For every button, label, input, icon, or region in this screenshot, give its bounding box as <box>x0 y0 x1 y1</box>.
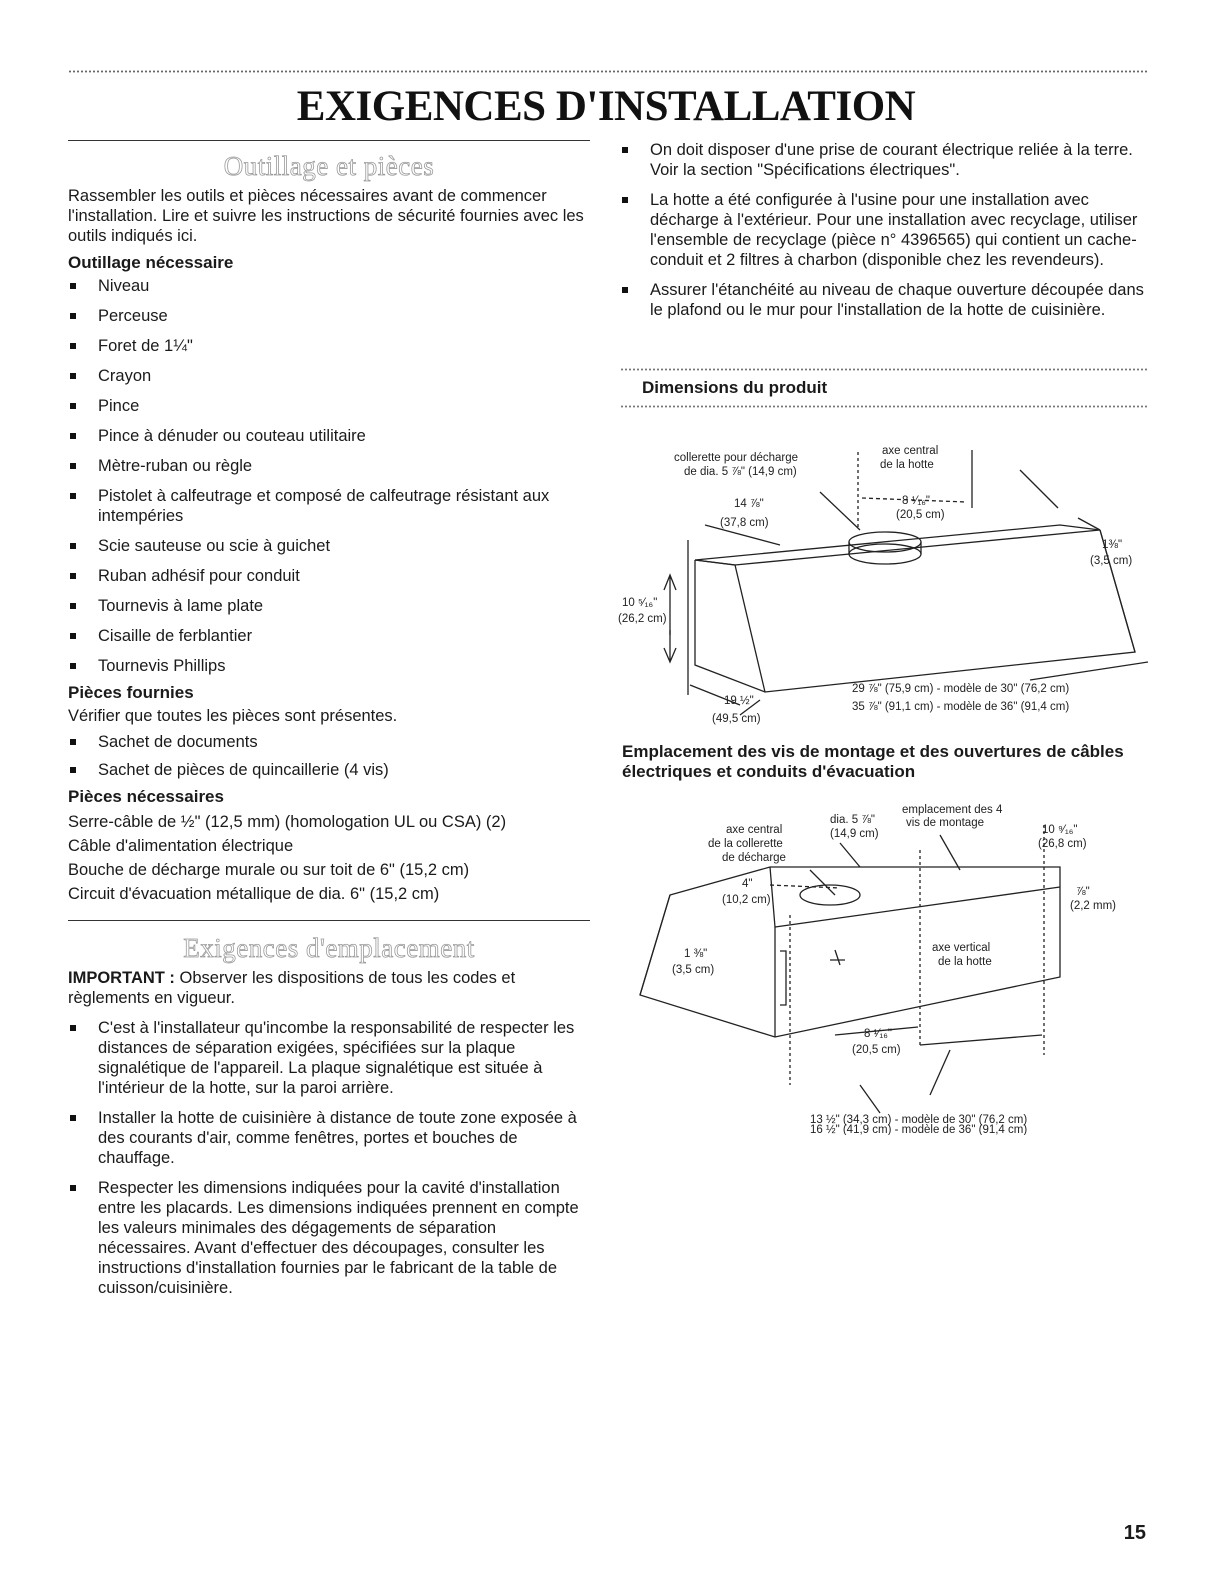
product-dimensions-diagram <box>600 430 1160 730</box>
dim-leader-collar <box>820 492 860 530</box>
dim-10-cm: (26,8 cm) <box>1038 838 1087 850</box>
list-item: Pince à dénuder ou couteau utilitaire <box>68 426 590 446</box>
dim-8-in: 8 ¹⁄₁₆" <box>902 495 930 507</box>
dim-10-in: 10 ⁹⁄₁₆" <box>1042 824 1078 836</box>
list-item: Scie sauteuse ou scie à guichet <box>68 536 590 556</box>
exhaust-collar-base <box>849 544 921 564</box>
left-column <box>68 140 590 1298</box>
dim-4-cm: (10,2 cm) <box>722 894 771 906</box>
list-item: Perceuse <box>68 306 590 326</box>
required-item: Câble d'alimentation électrique <box>68 837 294 855</box>
width-36: 35 ⅞" (91,1 cm) - modèle de 36" (91,4 cm) <box>852 701 1070 713</box>
dim-138-in: 1 ⅜" <box>684 948 708 960</box>
section-rule <box>68 140 590 141</box>
dim-19-cm: (49,5 cm) <box>712 713 761 725</box>
dotted-rule <box>620 405 1148 408</box>
hood-inner-top <box>770 867 1060 927</box>
list-item: C'est à l'installateur qu'incombe la responsabilité de respecter les distances de séparation exigées, spécifiées sur la plaque signalétique de l'appareil. La plaque signalétique est située à l'intérieur de la hotte, sur la paroi arrière. <box>68 1018 590 1098</box>
dim-leader-screws <box>940 835 960 870</box>
section-title-outillage: Outillage et pièces <box>223 151 435 181</box>
collar-axis-3: de décharge <box>722 852 786 864</box>
dim-leader-bottom <box>860 1085 880 1113</box>
vertical-axis-1: axe vertical <box>932 942 991 954</box>
collar-label-1: collerette pour décharge <box>674 452 799 464</box>
list-item: Sachet de pièces de quincaillerie (4 vis) <box>68 760 590 780</box>
important-text: Observer les dispositions de tous les codes et règlements en vigueur. <box>68 969 516 1007</box>
dia-label-1: dia. 5 ⅞" <box>830 814 876 826</box>
vertical-axis-2: de la hotte <box>938 956 992 968</box>
dotted-rule <box>620 368 1148 371</box>
top-dotted-rule <box>68 70 1148 73</box>
list-item: Cisaille de ferblantier <box>68 626 590 646</box>
required-heading: Pièces nécessaires <box>68 787 224 806</box>
dim-leader-dia <box>840 843 860 867</box>
dim-arrow-up <box>664 575 676 635</box>
width-30: 29 ⅞" (75,9 cm) - modèle de 30" (76,2 cm) <box>852 683 1070 695</box>
tools-list <box>68 276 590 676</box>
axis-label-2: de la hotte <box>880 459 934 471</box>
right-list <box>620 140 1148 320</box>
axis-label-1: axe central <box>882 445 939 457</box>
mounting-diagram <box>630 795 1150 1135</box>
screws-label-2: vis de montage <box>906 817 984 829</box>
section-title-emplacement: Exigences d'emplacement <box>183 933 475 963</box>
dia-label-2: (14,9 cm) <box>830 828 879 840</box>
list-item: Crayon <box>68 366 590 386</box>
list-item: Pistolet à calfeutrage et composé de calfeutrage résistant aux intempéries <box>68 486 590 526</box>
dim-78-mm: (2,2 mm) <box>1070 900 1116 912</box>
list-item: Installer la hotte de cuisinière à distance de toute zone exposée à des courants d'air, comme fenêtres, portes et bouches de chauffage. <box>68 1108 590 1168</box>
list-item: Tournevis à lame plate <box>68 596 590 616</box>
dim-8-in: 8 ¹⁄₁₆" <box>864 1028 892 1040</box>
dim-arrow-top-right <box>1020 470 1058 508</box>
dim-leader-collar <box>810 870 835 895</box>
parts-heading: Pièces fournies <box>68 683 194 702</box>
list-item: Niveau <box>68 276 590 296</box>
required-item: Bouche de décharge murale ou sur toit de 6" (15,2 cm) <box>68 861 470 879</box>
dimensions-header <box>620 368 1148 408</box>
parts-intro: Vérifier que toutes les pièces sont présentes. <box>68 707 398 725</box>
screws-label-1: emplacement des 4 <box>902 804 1003 816</box>
list-item: Respecter les dimensions indiquées pour la cavité d'installation entre les placards. Les dimensions indiquées prennent en compte les valeurs minimales des dégagements de séparation nécessaires. Avant d'effectuer des découpages, consulter les instructions d'installation fournies par le fabricant de la table de cuisson/cuisinière. <box>68 1178 590 1298</box>
tools-heading: Outillage nécessaire <box>68 253 234 272</box>
emplacement-list <box>68 1018 590 1298</box>
hood-left-front <box>640 895 670 995</box>
collar-label-2: de dia. 5 ⅞" (14,9 cm) <box>684 466 797 478</box>
dim-8-cm: (20,5 cm) <box>896 509 945 521</box>
width-36: 16 ½" (41,9 cm) - modèle de 36" (91,4 cm) <box>810 1124 1028 1135</box>
collar-axis-2: de la collerette <box>708 838 783 850</box>
right-column <box>620 140 1148 320</box>
dim-1-in: 1⅜" <box>1102 539 1123 551</box>
dim-4-in: 4" <box>742 878 753 890</box>
dim-138-cm: (3,5 cm) <box>672 964 715 976</box>
outillage-intro: Rassembler les outils et pièces nécessaires avant de commencer l'installation. Lire et suivre les instructions de sécurité fournies avec les outils indiqués ici. <box>68 187 584 245</box>
dim-14-in: 14 ⅞" <box>734 498 764 510</box>
dim-10-in: 10 ⁵⁄₁₆" <box>622 597 658 609</box>
required-item: Serre-câble de ½" (12,5 mm) (homologation UL ou CSA) (2) <box>68 813 507 831</box>
dim-78-in: ⅞" <box>1076 886 1090 898</box>
mounting-heading: Emplacement des vis de montage et des ouvertures de câbles électriques et conduits d'évacuation <box>622 742 1124 781</box>
dim-8-cm: (20,5 cm) <box>852 1044 901 1056</box>
dim-bracket-138 <box>780 951 786 1005</box>
list-item: Pince <box>68 396 590 416</box>
width-30: 13 ½" (34,3 cm) - modèle de 30" (76,2 cm) <box>810 1114 1028 1126</box>
hood-front-bevel <box>695 560 765 692</box>
parts-list <box>68 732 590 780</box>
dim-14-cm: (37,8 cm) <box>720 517 769 529</box>
list-item: Sachet de documents <box>68 732 590 752</box>
hole-mark <box>830 950 845 965</box>
dimensions-heading: Dimensions du produit <box>642 378 828 397</box>
exhaust-opening <box>800 885 860 905</box>
list-item: La hotte a été configurée à l'usine pour une installation avec décharge à l'extérieur. Pour une installation avec recyclage, utiliser l'ensemble de recyclage (pièce n° 4396565) qui contient un cache-conduit et 2 filtres à charbon (disponible chez les revendeurs). <box>620 190 1148 270</box>
list-item: Foret de 1¼" <box>68 336 590 356</box>
dim-10-cm: (26,2 cm) <box>618 613 667 625</box>
list-item: Tournevis Phillips <box>68 656 590 676</box>
dim-arrow-down <box>664 630 676 662</box>
required-item: Circuit d'évacuation métallique de dia. 6" (15,2 cm) <box>68 885 440 903</box>
page-title: EXIGENCES D'INSTALLATION <box>296 83 916 130</box>
dim-leader-bottom-2 <box>930 1050 950 1095</box>
list-item: Assurer l'étanchéité au niveau de chaque ouverture découpée dans le plafond ou le mur pour l'installation de la hotte de cuisinière. <box>620 280 1148 320</box>
section-rule <box>68 920 590 921</box>
dim-line-13 <box>920 1035 1042 1045</box>
dim-19-in: 19 ½" <box>724 695 754 707</box>
important-note <box>68 968 590 1008</box>
list-item: Ruban adhésif pour conduit <box>68 566 590 586</box>
dim-line-width <box>1030 662 1148 680</box>
dim-1-cm: (3,5 cm) <box>1090 555 1133 567</box>
collar-axis-1: axe central <box>726 824 783 836</box>
important-label: IMPORTANT : <box>68 969 175 987</box>
list-item: On doit disposer d'une prise de courant électrique reliée à la terre. Voir la section "Spécifications électriques". <box>620 140 1148 180</box>
page-number: 15 <box>1123 1522 1146 1544</box>
list-item: Mètre-ruban ou règle <box>68 456 590 476</box>
